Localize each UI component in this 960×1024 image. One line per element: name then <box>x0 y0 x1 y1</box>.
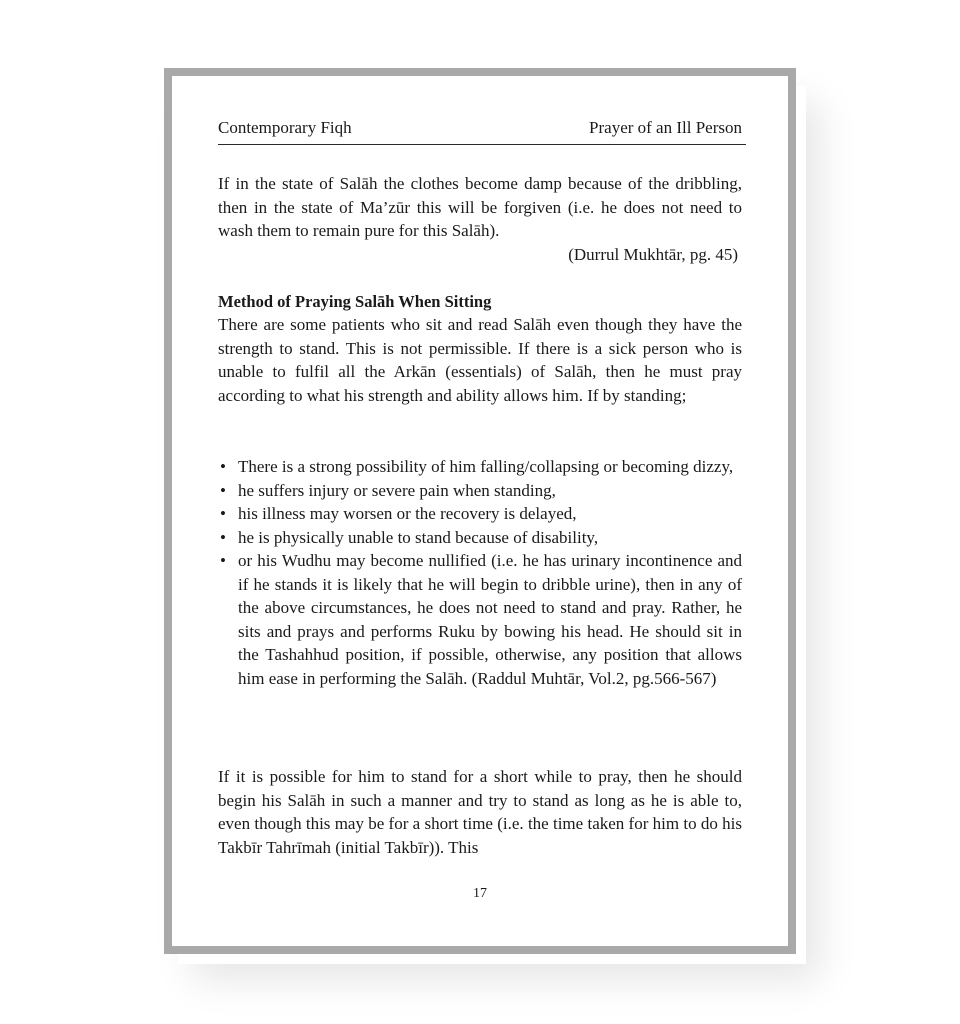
bullet-icon: • <box>220 457 226 476</box>
bullet-icon: • <box>220 527 226 547</box>
list-item-text: he is physically unable to stand because of disability, <box>238 527 599 547</box>
list-item-text: There is a strong possibility of him falling/collapsing or becoming dizzy, <box>238 457 734 476</box>
list-item <box>218 455 742 479</box>
list-item-text: his illness may worsen or the recovery is delayed, <box>238 504 577 523</box>
header-chapter-title: Prayer of an Ill Person <box>589 118 742 137</box>
header-book-title: Contemporary Fiqh <box>218 118 352 137</box>
bullet-icon: • <box>220 551 226 570</box>
reference-durrul-mukhtar: (Durrul Mukhtār, pg. 45) <box>568 245 738 264</box>
list-item <box>218 502 742 526</box>
page-number: 17 <box>473 886 487 901</box>
list-item <box>218 479 742 503</box>
bullet-icon: • <box>220 480 226 500</box>
running-header <box>218 116 746 145</box>
bullet-list-conditions <box>218 455 742 690</box>
paragraph-sitting-patients: There are some patients who sit and read Salāh even though they have the strength to stand. This is not permissible. If there is a sick person who is unable to fulfil all the Arkān (essentials) of Salāh, then he must pray according to what his strength and ability allows him. If by standing; <box>218 315 742 405</box>
list-item <box>218 549 742 690</box>
list-item-text: or his Wudhu may become nullified (i.e. he has urinary incontinence and if he stands it is likely that he will begin to dribble urine), then in any of the above circumstances, he does not need to stand and pray. Rather, he sits and prays and performs Ruku by bowing his head. He should sit in the Tashahhud position, if possible, otherwise, any position that allows him ease in performing the Salāh. (Raddul Muhtār, Vol.2, pg.566-567) <box>238 551 742 688</box>
section-heading: Method of Praying Salāh When Sitting <box>218 292 492 311</box>
list-item <box>218 526 742 550</box>
list-item-text: he suffers injury or severe pain when standing, <box>238 480 556 500</box>
paragraph-short-standing: If it is possible for him to stand for a short while to pray, then he should begin his Salāh in such a manner and try to stand as long as he is able to, even though this may be for a short time (i.e. the time taken for him to do his Takbīr Tahrīmah (initial Takbīr)). This <box>218 767 742 857</box>
paragraph-damp-clothes: If in the state of Salāh the clothes become damp because of the dribbling, then in the state of Ma’zūr this will be forgiven (i.e. he does not need to wash them to remain pure for this Salāh). <box>218 174 742 240</box>
bullet-icon: • <box>220 504 226 523</box>
